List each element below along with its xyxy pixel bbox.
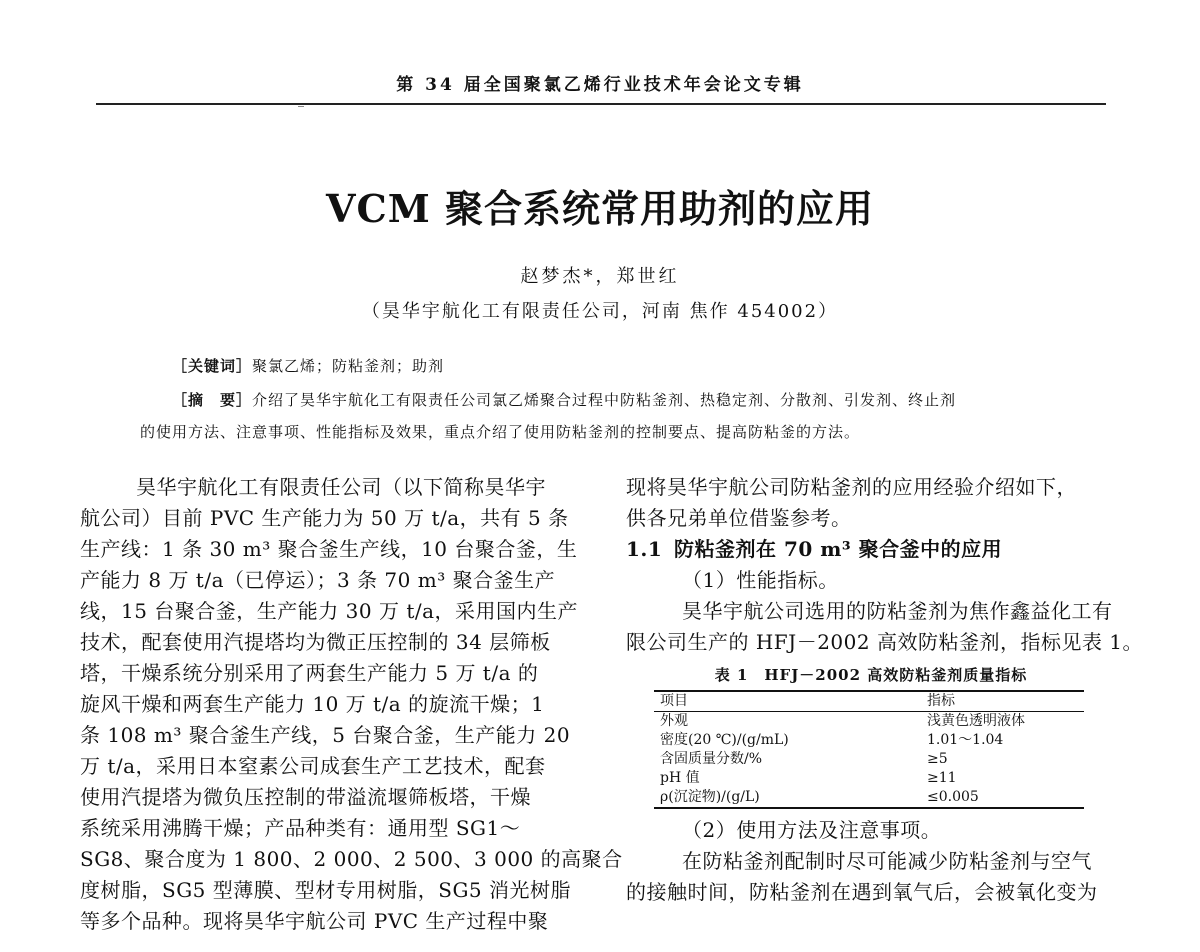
abstract-line-1 xyxy=(172,389,956,410)
table-row xyxy=(654,712,1084,732)
section-number: 1.1 xyxy=(626,537,663,561)
body-line: 万 t/a，采用日本窒素公司成套生产工艺技术，配套 xyxy=(80,754,546,778)
keywords-text: 聚氯乙烯；防粘釜剂；助剂 xyxy=(252,357,445,375)
table-row xyxy=(654,731,1084,750)
abstract-label: ［摘 要］ xyxy=(172,391,253,409)
para2-line-2: 的接触时间，防粘釜剂在遇到氧气后，会被氧化变为 xyxy=(626,880,1098,904)
table-header-cell: 项目 xyxy=(660,693,688,709)
para1-line-1: 昊华宇航公司选用的防粘釜剂为焦作鑫益化工有 xyxy=(682,599,1113,623)
table-cell: ≥5 xyxy=(927,751,948,767)
header-tick-mark xyxy=(298,106,304,107)
body-line: 度树脂，SG5 型薄膜、型材专用树脂，SG5 消光树脂 xyxy=(80,878,572,902)
keywords-label: ［关键词］ xyxy=(172,357,253,375)
running-head: 第 34 届全国聚氯乙烯行业技术年会论文专辑 xyxy=(396,75,804,95)
table-cell: 浅黄色透明液体 xyxy=(927,713,1025,729)
body-line: SG8、聚合度为 1 800、2 000、2 500、3 000 的高聚合 xyxy=(80,847,623,871)
para2-line-1: 在防粘釜剂配制时尽可能减少防粘釜剂与空气 xyxy=(682,849,1092,873)
table-cell: 密度(20 ℃)/(g/mL) xyxy=(660,732,789,748)
intro-line-2: 供各兄弟单位借鉴参考。 xyxy=(626,506,852,530)
body-line: 塔，干燥系统分别采用了两套生产能力 5 万 t/a 的 xyxy=(80,661,539,685)
body-line: 航公司）目前 PVC 生产能力为 50 万 t/a，共有 5 条 xyxy=(80,506,569,530)
table-header-cell: 指标 xyxy=(927,693,955,709)
section-title: 防粘釜剂在 70 m³ 聚合釜中的应用 xyxy=(674,537,1003,561)
body-line: 等多个品种。现将昊华宇航公司 PVC 生产过程中聚 xyxy=(80,909,549,933)
body-line: 系统采用沸腾干燥；产品种类有：通用型 SG1～ xyxy=(80,816,521,840)
table-cell: pH 值 xyxy=(660,770,700,786)
right-column xyxy=(626,472,1144,908)
intro-line-1: 现将昊华宇航公司防粘釜剂的应用经验介绍如下， xyxy=(626,475,1077,499)
table-row xyxy=(654,769,1084,788)
body-line: 技术，配套使用汽提塔均为微正压控制的 34 层筛板 xyxy=(80,630,551,654)
body-line: 线，15 台聚合釜，生产能力 30 万 t/a，采用国内生产 xyxy=(80,599,579,623)
section-heading xyxy=(626,534,1126,565)
body-line: 使用汽提塔为微负压控制的带溢流堰筛板塔，干燥 xyxy=(80,785,531,809)
table-cell: ≤0.005 xyxy=(927,789,979,805)
body-line: 条 108 m³ 聚合釜生产线，5 台聚合釜，生产能力 20 xyxy=(80,723,571,747)
table-caption: 表 1 HFJ－2002 高效防粘釜剂质量指标 xyxy=(714,666,1028,684)
table-cell: 外观 xyxy=(660,713,688,729)
authors: 赵梦杰*，郑世红 xyxy=(520,266,680,287)
table-cell: 含固质量分数/% xyxy=(660,751,763,767)
item-1: （1）性能指标。 xyxy=(682,568,839,592)
affiliation: （昊华宇航化工有限责任公司，河南 焦作 454002） xyxy=(361,301,839,322)
left-column xyxy=(80,472,623,937)
table-cell: ≥11 xyxy=(927,770,957,786)
table-row xyxy=(654,750,1084,769)
body-line: 昊华宇航化工有限责任公司（以下简称昊华宇 xyxy=(136,475,546,499)
table-cell: ρ(沉淀物)/(g/L) xyxy=(660,789,760,805)
abstract-line-2: 的使用方法、注意事项、性能指标及效果，重点介绍了使用防粘釜剂的控制要点、提高防粘釜的方法。 xyxy=(140,423,861,441)
body-line: 产能力 8 万 t/a（已停运）；3 条 70 m³ 聚合釜生产 xyxy=(80,568,556,592)
abstract-text-1: 介绍了昊华宇航化工有限责任公司氯乙烯聚合过程中防粘釜剂、热稳定剂、分散剂、引发剂、终止剂 xyxy=(252,391,957,409)
body-line: 旋风干燥和两套生产能力 10 万 t/a 的旋流干燥；1 xyxy=(80,692,545,716)
table-header-row xyxy=(654,691,1084,712)
item-2: （2）使用方法及注意事项。 xyxy=(682,818,942,842)
para1-line-2: 限公司生产的 HFJ－2002 高效防粘釜剂，指标见表 1。 xyxy=(626,630,1144,654)
keywords xyxy=(172,355,444,376)
paper-title: VCM 聚合系统常用助剂的应用 xyxy=(325,186,875,231)
table-row xyxy=(654,788,1084,808)
body-line: 生产线：1 条 30 m³ 聚合釜生产线，10 台聚合釜，生 xyxy=(80,537,578,561)
spec-table xyxy=(654,690,1084,809)
table-cell: 1.01～1.04 xyxy=(927,732,1004,748)
header-rule xyxy=(96,103,1106,105)
